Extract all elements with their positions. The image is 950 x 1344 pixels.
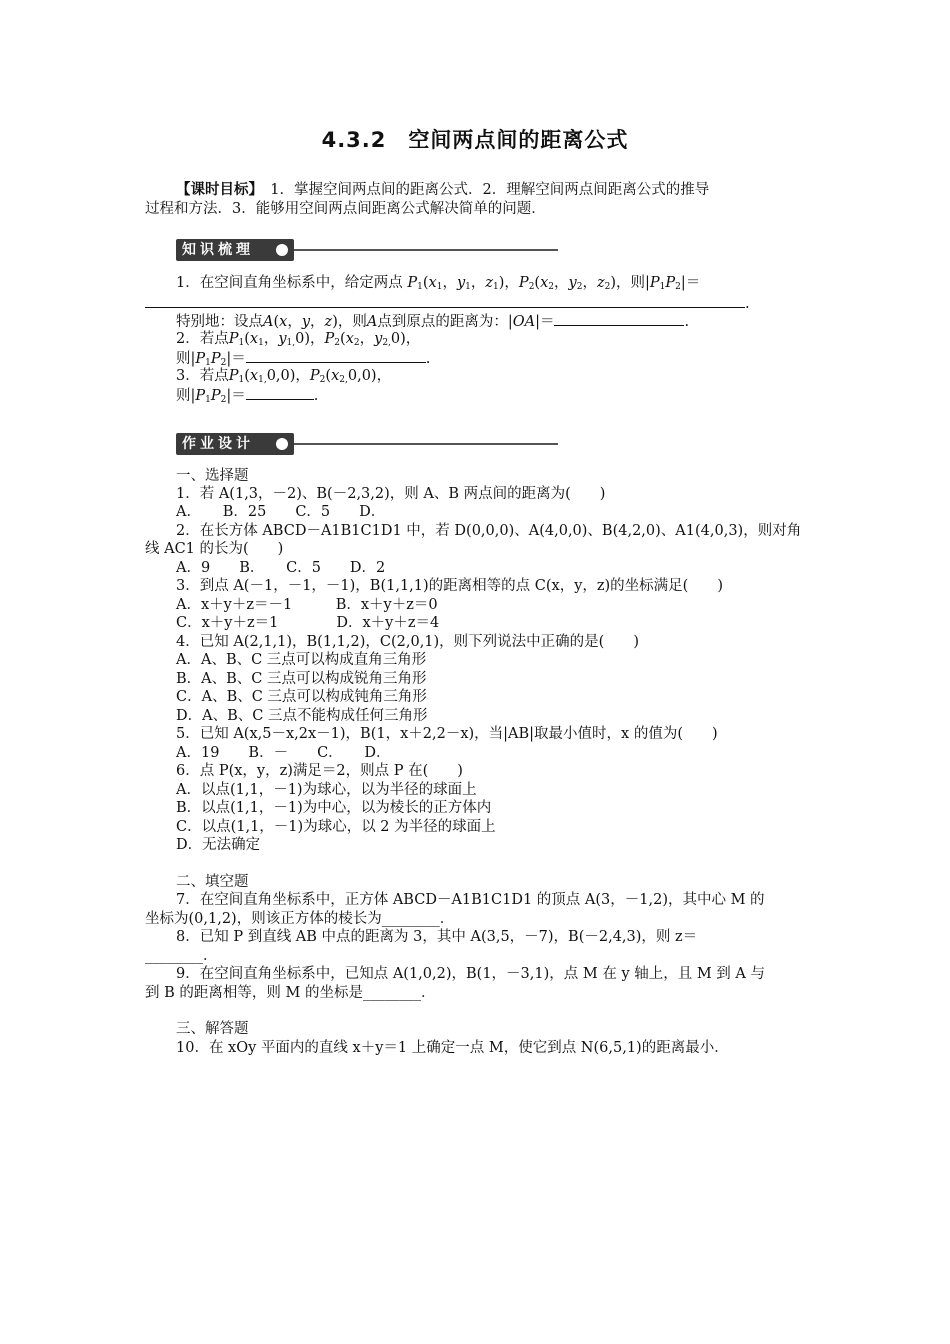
goals-line-2: 过程和方法．3．能够用空间两点间距离公式解决简单的问题． bbox=[145, 201, 546, 217]
question-8-line-2: ________． bbox=[145, 948, 218, 964]
knowledge-special: 特别地：设点A(x，y，z)，则A点到原点的距离为：|OA|＝ . bbox=[176, 311, 810, 331]
part-1-heading: 一、选择题 bbox=[176, 468, 249, 484]
knowledge-1-eq: |＝ bbox=[680, 275, 701, 291]
question-3: 3．到点 A(－1，－1，－1)，B(1,1,1)的距离相等的点 C(x，y，z)的坐标满足( ) bbox=[176, 578, 723, 594]
knowledge-3-text: 3．若点 bbox=[176, 368, 229, 384]
section-rule bbox=[294, 443, 558, 445]
answer-blank[interactable] bbox=[246, 385, 314, 400]
knowledge-special-text-2: 点到原点的距离为：| bbox=[377, 314, 513, 330]
section-rule bbox=[294, 249, 558, 251]
question-6-option-a: A．以点(1,1，－1)为球心，以为半径的球面上 bbox=[176, 782, 477, 798]
knowledge-3-then: 则$|P_1P_2|=$ . bbox=[176, 385, 810, 409]
question-3-options-ab: A．x＋y＋z＝－1 B．x＋y＋z＝0 bbox=[176, 597, 438, 613]
question-4-option-a: A．A、B、C 三点可以构成直角三角形 bbox=[176, 652, 427, 668]
question-2-line-2: 线 AC1 的长为( ) bbox=[145, 541, 284, 557]
knowledge-special-eq: |＝ bbox=[535, 314, 555, 330]
question-6-option-d: D．无法确定 bbox=[176, 837, 261, 853]
knowledge-2: 2．若点$P_1(x_1$，$y_{1,}0$)，$P_2(x_2$，$y_{2,}0$)， bbox=[176, 331, 421, 348]
knowledge-3-then-text: 则| bbox=[176, 388, 196, 404]
question-9-line-1: 9．在空间直角坐标系中，已知点 A(1,0,2)，B(1，－3,1)，点 M 在 y 轴上，且 M 到 A 与 bbox=[176, 966, 765, 982]
knowledge-2-text: 2．若点 bbox=[176, 331, 229, 347]
section-label-knowledge: 知识梳理 bbox=[176, 239, 294, 261]
knowledge-special-text: 特别地：设点 bbox=[176, 314, 263, 330]
section-dot-icon bbox=[276, 438, 288, 450]
question-5-options: A．19 B．－ C． D． bbox=[176, 745, 391, 761]
question-2-options: A．9 B． C．5 D．2 bbox=[176, 560, 386, 576]
question-6: 6．点 P(x，y，z)满足＝2，则点 P 在( ) bbox=[176, 763, 463, 779]
goals-text-1: 1．掌握空间两点间的距离公式．2．理解空间两点间距离公式的推导 bbox=[270, 182, 710, 198]
section-header-knowledge bbox=[176, 239, 558, 261]
knowledge-2-then-text: 则| bbox=[176, 351, 196, 367]
question-4-option-b: B．A、B、C 三点可以构成锐角三角形 bbox=[176, 671, 427, 687]
question-1: 1．若 A(1,3，－2)、B(－2,3,2)，则 A、B 两点间的距离为( ) bbox=[176, 486, 606, 502]
section-dot-icon bbox=[276, 244, 288, 256]
knowledge-1: 1．在空间直角坐标系中，给定两点 $P_1(x_1$，$y_1$，$z_1$)，$P_2(x_2$，$y_2$，$z_2$)，则$|P_1P_2|=$ bbox=[176, 275, 701, 292]
question-9-line-2: 到 B 的距离相等，则 M 的坐标是________． bbox=[145, 985, 436, 1001]
question-4-option-d: D．A、B、C 三点不能构成任何三角形 bbox=[176, 708, 428, 724]
knowledge-1-then: ，则| bbox=[616, 275, 650, 291]
knowledge-1-period: . bbox=[745, 296, 750, 312]
question-7-line-2: 坐标为(0,1,2)，则该正方体的棱长为________． bbox=[145, 911, 455, 927]
question-10: 10．在 xOy 平面内的直线 x＋y＝1 上确定一点 M，使它到点 N(6,5,1)的距离最小． bbox=[176, 1040, 729, 1056]
question-1-options: A． B．25 C．5 D． bbox=[176, 504, 386, 520]
goals-line-1 bbox=[176, 181, 810, 199]
knowledge-2-then: 则$|P_1P_2|=$ . bbox=[176, 348, 810, 372]
question-6-option-b: B．以点(1,1，－1)为中心，以为棱长的正方体内 bbox=[176, 800, 492, 816]
answer-blank[interactable] bbox=[246, 348, 426, 363]
part-2-heading: 二、填空题 bbox=[176, 874, 249, 890]
section-label-homework: 作业设计 bbox=[176, 433, 294, 455]
question-8-line-1: 8．已知 P 到直线 AB 中点的距离为 3，其中 A(3,5，－7)，B(－2,4,3)，则 z＝ bbox=[176, 929, 698, 945]
question-5: 5．已知 A(x,5－x,2x－1)，B(1，x＋2,2－x)，当|AB|取最小值时，x 的值为( ) bbox=[176, 726, 718, 742]
section-header-homework bbox=[176, 433, 558, 455]
question-6-option-c: C．以点(1,1，－1)为球心，以 2 为半径的球面上 bbox=[176, 819, 496, 835]
answer-blank[interactable] bbox=[554, 311, 684, 326]
knowledge-1-text: 1．在空间直角坐标系中，给定两点 bbox=[176, 275, 403, 291]
goals-label: 【课时目标】 bbox=[176, 182, 256, 198]
question-4-option-c: C．A、B、C 三点可以构成钝角三角形 bbox=[176, 689, 427, 705]
knowledge-3: 3．若点$P_1(x_{1,}0,0)$，$P_2(x_{2,}0,0)$， bbox=[176, 368, 392, 385]
question-7-line-1: 7．在空间直角坐标系中，正方体 ABCD－A1B1C1D1 的顶点 A(3，－1,2)，其中心 M 的 bbox=[176, 892, 765, 908]
knowledge-1-blank-line bbox=[145, 293, 810, 313]
page-title: 4.3.2 空间两点间的距离公式 bbox=[321, 128, 629, 152]
question-4: 4．已知 A(2,1,1)，B(1,1,2)，C(2,0,1)，则下列说法中正确的是( ) bbox=[176, 634, 639, 650]
question-3-options-cd: C．x＋y＋z＝1 D．x＋y＋z＝4 bbox=[176, 615, 440, 631]
knowledge-special-then: ，则 bbox=[337, 314, 367, 330]
question-2-line-1: 2．在长方体 ABCD－A1B1C1D1 中，若 D(0,0,0)、A(4,0,0)、B(4,2,0)、A1(4,0,3)，则对角 bbox=[176, 523, 802, 539]
answer-blank[interactable] bbox=[145, 293, 745, 308]
part-3-heading: 三、解答题 bbox=[176, 1021, 249, 1037]
